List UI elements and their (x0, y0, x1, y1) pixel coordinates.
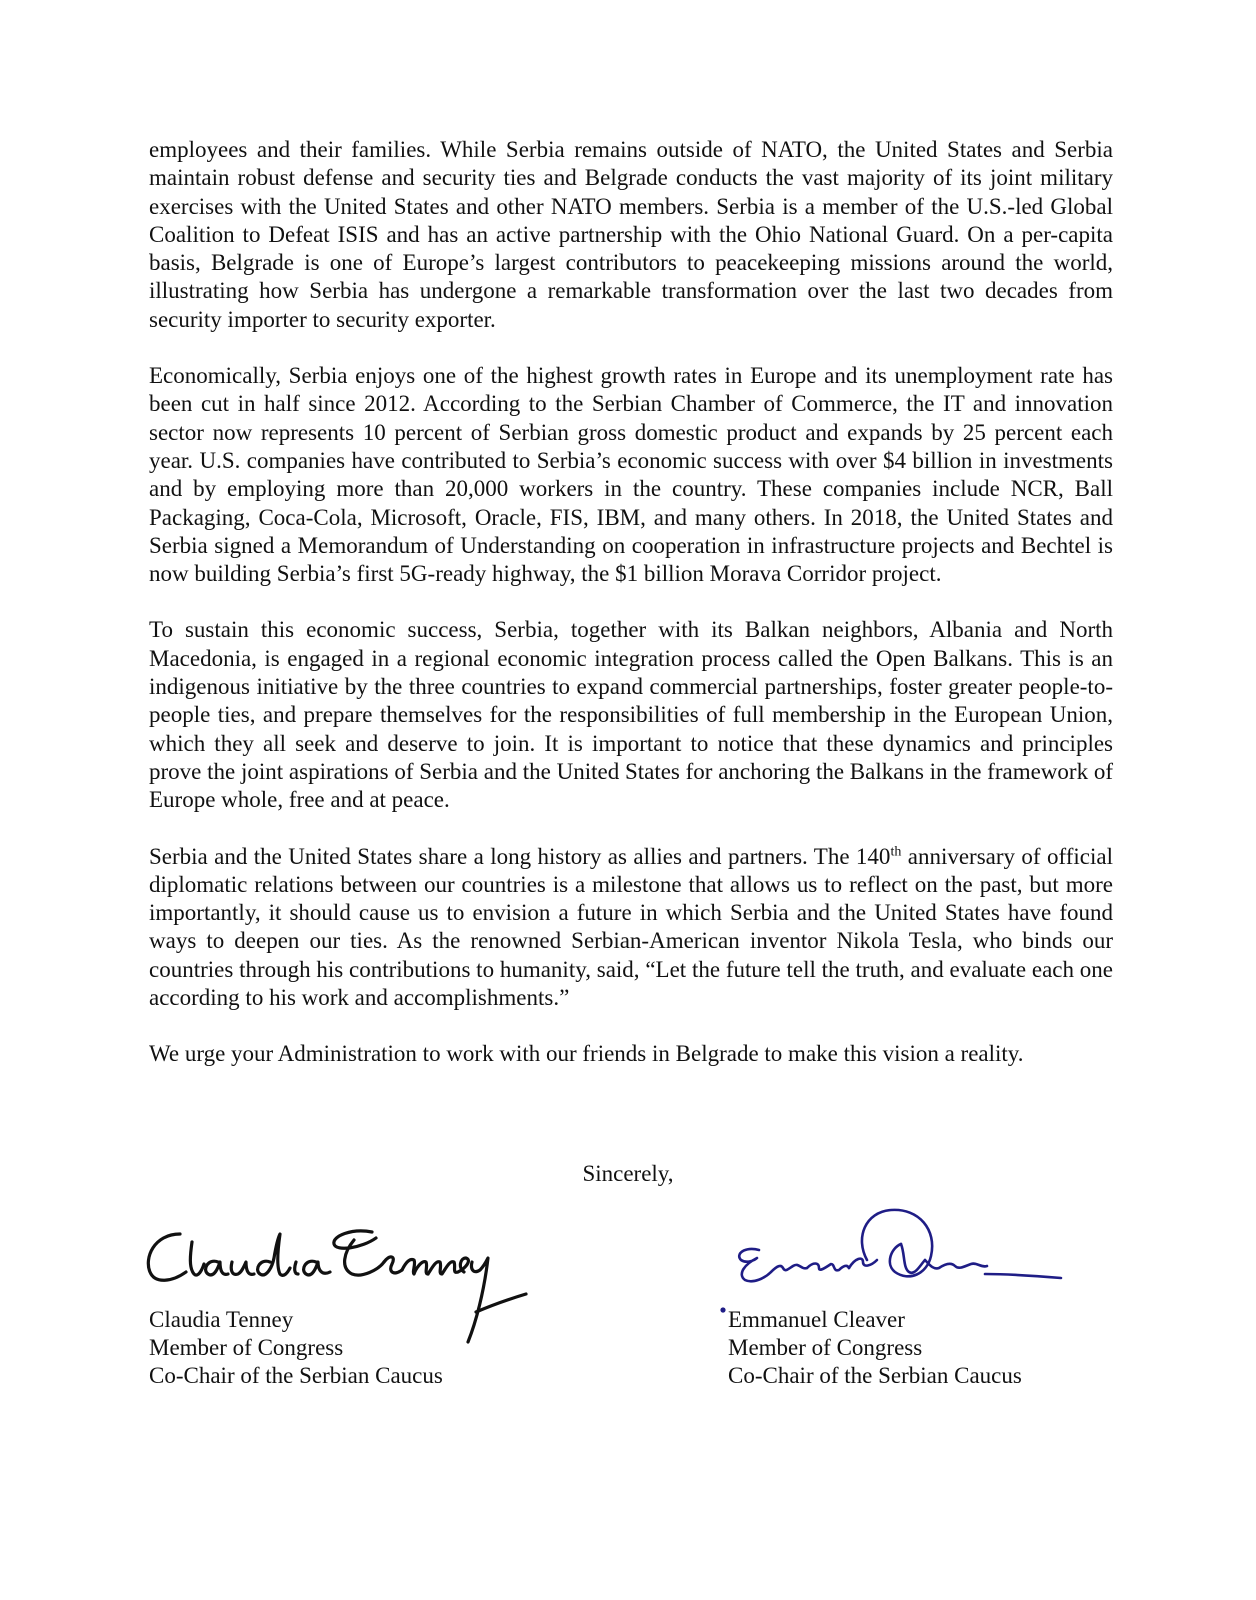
paragraph-request: We urge your Administration to work with our friends in Belgrade to make this vision a reality. (149, 1041, 1024, 1067)
letter-body (149, 136, 1113, 1097)
anniversary-text-end: anniversary of official diplomatic relations between our countries is a milestone that allows us to reflect on the past, but more importantly, it should cause us to envision a future in which Serbia and the United States have found ways to deepen our ties. As the renowned Serbian-American inventor Nikola Tesla, who binds our countries through his contributions to humanity, said, “Let the future tell the truth, and evaluate each one according to his work and accomplishments.” (149, 843, 1113, 1011)
signer-block-cleaver (728, 1306, 1022, 1390)
paragraph-anniversary (149, 843, 1113, 1013)
paragraph-open-balkans: To sustain this economic success, Serbia, together with its Balkan neighbors, Albania and North Macedonia, is engaged in a regional economic integration process called the Open Balkans. This is an indigenous initiative by the three countries to expand commercial partnerships, foster greater people-to-people ties, and prepare themselves for the responsibilities of full membership in the European Union, which they all seek and deserve to join. It is important to notice that these dynamics and principles prove the joint aspirations of Serbia and the United States for anchoring the Balkans in the framework of Europe whole, free and at peace. (149, 617, 1113, 813)
signer-name: Claudia Tenney (149, 1307, 294, 1332)
signer-title: Member of Congress (149, 1335, 344, 1360)
signer-role: Co-Chair of the Serbian Caucus (728, 1363, 1022, 1388)
paragraph-economy: Economically, Serbia enjoys one of the highest growth rates in Europe and its unemployment rate has been cut in half since 2012. According to the Serbian Chamber of Commerce, the IT and innovation sector now represents 10 percent of Serbian gross domestic product and expands by 25 percent each year. U.S. companies have contributed to Serbia’s economic success with over $4 billion in investments and by employing more than 20,000 workers in the country. These companies include NCR, Ball Packaging, Coca-Cola, Microsoft, Oracle, FIS, IBM, and many others. In 2018, the United States and Serbia signed a Memorandum of Understanding on cooperation in infrastructure projects and Bechtel is now building Serbia’s first 5G-ready highway, the $1 billion Morava Corridor project. (149, 363, 1113, 587)
anniversary-text-start: Serbia and the United States share a long history as allies and partners. The 140 (149, 843, 891, 869)
signer-role: Co-Chair of the Serbian Caucus (149, 1363, 443, 1388)
paragraph-defense: employees and their families. While Serbia remains outside of NATO, the United States and Serbia maintain robust defense and security ties and Belgrade conducts the vast majority of its joint military exercises with the United States and other NATO members. Serbia is a member of the U.S.-led Global Coalition to Defeat ISIS and has an active partnership with the Ohio National Guard. On a per-capita basis, Belgrade is one of Europe’s largest contributors to peacekeeping missions around the world, illustrating how Serbia has undergone a remarkable transformation over the last two decades from security importer to security exporter. (149, 137, 1113, 332)
closing-salutation: Sincerely, (582, 1161, 674, 1186)
signer-title: Member of Congress (728, 1335, 923, 1360)
signer-block-tenney (149, 1306, 443, 1390)
ordinal-suffix: th (890, 843, 902, 859)
signer-name: Emmanuel Cleaver (728, 1307, 905, 1332)
ink-dot (720, 1307, 725, 1312)
